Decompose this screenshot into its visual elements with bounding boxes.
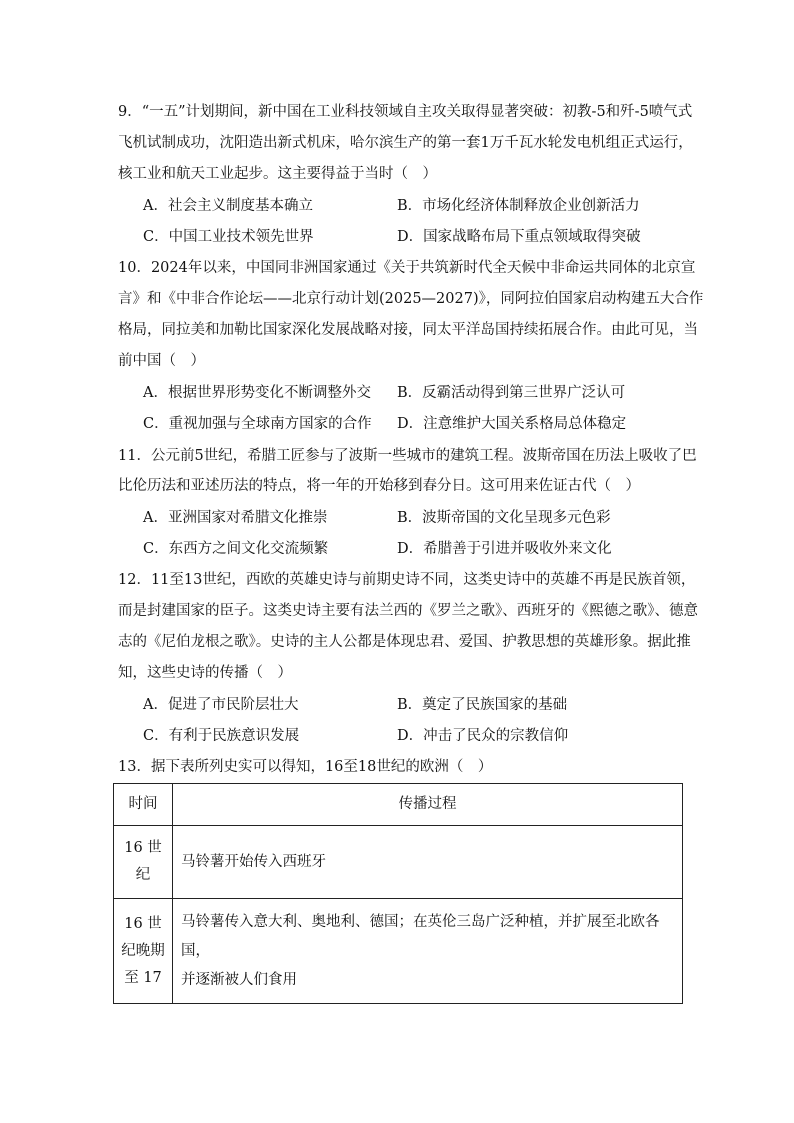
q12-option-d[interactable]: D．冲击了民众的宗教信仰 — [397, 728, 569, 744]
q10-option-c[interactable]: C．重视加强与全球南方国家的合作 — [143, 416, 372, 432]
q9-stem-line-3: 核工业和航天工业起步。这主要得益于当时（ ） — [118, 166, 437, 182]
table-cell-process — [173, 826, 683, 899]
table-row — [114, 899, 683, 1004]
process-text-line: 马铃薯传入意大利、奥地利、德国；在英伦三岛广泛种植，并扩展至北欧各国， — [181, 913, 660, 959]
q12-option-a[interactable]: A．促进了市民阶层壮大 — [143, 697, 299, 713]
table-cell-time — [114, 826, 173, 899]
q11-stem-line-1: 11．公元前5世纪，希腊工匠参与了波斯一些城市的建筑工程。波斯帝国在历法上吸收了巴 — [118, 448, 697, 464]
q9-option-b[interactable]: B．市场化经济体制释放企业创新活力 — [397, 198, 640, 214]
q12-option-b[interactable]: B．奠定了民族国家的基础 — [397, 697, 568, 713]
time-text-line: 纪晚期 — [121, 942, 165, 959]
q12-stem-line-4: 知，这些史诗的传播（ ） — [118, 665, 292, 681]
q12-stem-line-2: 而是封建国家的臣子。这类史诗主要有法兰西的《罗兰之歌》、西班牙的《熙德之歌》、德意 — [118, 603, 698, 619]
q9-stem-line-1: 9．“一五”计划期间，新中国在工业科技领域自主攻关取得显著突破：初教-5和歼-5喷气式 — [118, 104, 693, 120]
table-row — [114, 826, 683, 899]
q11-option-c[interactable]: C．东西方之间文化交流频繁 — [143, 541, 329, 557]
q12-option-c[interactable]: C．有利于民族意识发展 — [143, 728, 300, 744]
q11-stem-line-2: 比伦历法和亚述历法的特点，将一年的开始移到春分日。这可用来佐证古代（ ） — [118, 478, 640, 494]
table-header-process: 传播过程 — [173, 784, 683, 826]
time-text-line: 纪 — [135, 867, 151, 883]
q12-stem-line-1: 12．11至13世纪，西欧的英雄史诗与前期史诗不同，这类史诗中的英雄不再是民族首领， — [118, 572, 696, 588]
q13-history-table — [113, 783, 683, 1004]
table-cell-time — [114, 899, 173, 1004]
q11-option-a[interactable]: A．亚洲国家对希腊文化推崇 — [143, 510, 328, 526]
q10-stem-line-3: 格局，同拉美和加勒比国家深化发展战略对接，同太平洋岛国持续拓展合作。由此可见，当 — [118, 322, 698, 338]
time-text-line: 16 世 — [124, 915, 162, 932]
table-cell-process — [173, 899, 683, 1004]
q12-stem-line-3: 志的《尼伯龙根之歌》。史诗的主人公都是体现忠君、爱国、护教思想的英雄形象。据此推 — [118, 634, 691, 650]
q10-stem-line-1: 10．2024年以来，中国同非洲国家通过《关于共筑新时代全天候中非命运共同体的北京宣 — [118, 260, 696, 276]
process-text-line: 并逐渐被人们食用 — [181, 971, 297, 988]
q9-option-c[interactable]: C．中国工业技术领先世界 — [143, 229, 314, 245]
q10-stem-line-2: 言》和《中非合作论坛——北京行动计划(2025—2027)》，同阿拉伯国家启动构建五大合作 — [118, 291, 704, 307]
q13-stem: 13．据下表所列史实可以得知，16至18世纪的欧洲（ ） — [118, 759, 493, 775]
q9-stem-line-2: 飞机试制成功，沈阳造出新式机床，哈尔滨生产的第一套1万千瓦水轮发电机组正式运行， — [118, 135, 693, 151]
q10-option-d[interactable]: D．注意维护大国关系格局总体稳定 — [397, 416, 627, 432]
q11-option-b[interactable]: B．波斯帝国的文化呈现多元色彩 — [397, 510, 611, 526]
q10-option-b[interactable]: B．反霸活动得到第三世界广泛认可 — [397, 385, 626, 401]
q10-stem-line-4: 前中国（ ） — [118, 353, 205, 369]
q9-option-d[interactable]: D．国家战略布局下重点领域取得突破 — [397, 229, 641, 245]
table-header-time: 时间 — [114, 784, 173, 826]
time-text-line: 至 17 — [124, 969, 162, 986]
q10-option-a[interactable]: A．根据世界形势变化不断调整外交 — [143, 385, 371, 401]
q9-option-a[interactable]: A．社会主义制度基本确立 — [143, 198, 313, 214]
q11-option-d[interactable]: D．希腊善于引进并吸收外来文化 — [397, 541, 612, 557]
time-text-line: 16 世 — [124, 840, 162, 856]
process-text-line: 马铃薯开始传入西班牙 — [181, 853, 326, 870]
table-header-row — [114, 784, 683, 826]
